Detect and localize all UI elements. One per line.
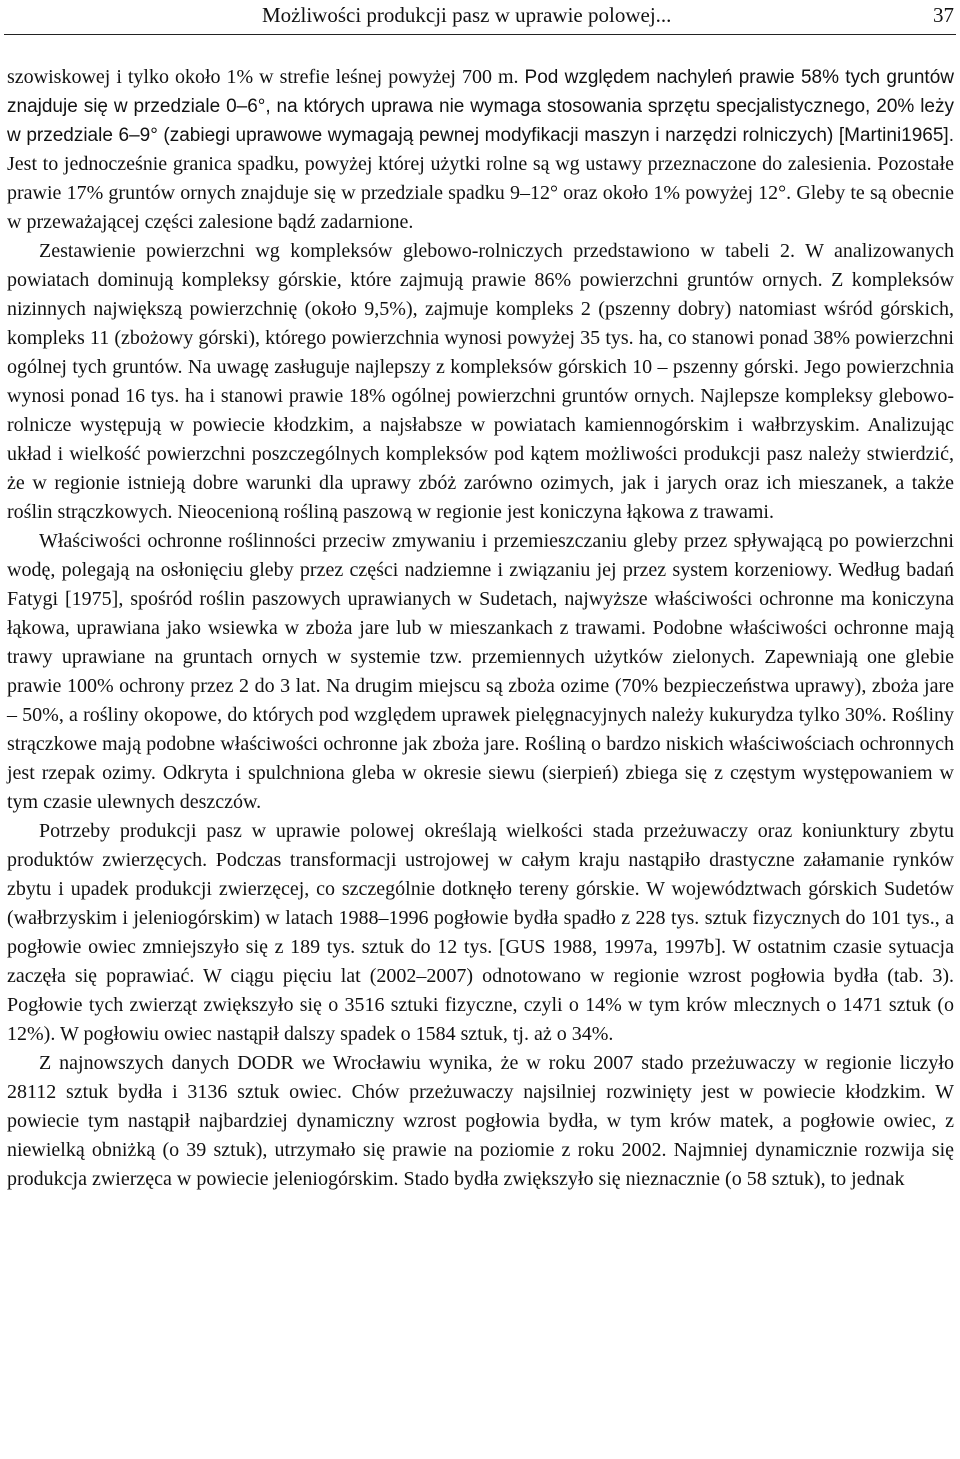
running-title: Możliwości produkcji pasz w uprawie polowej... [262, 3, 672, 27]
paragraph-terrain-slopes [7, 63, 954, 237]
running-header [0, 0, 960, 34]
header-divider [4, 34, 956, 35]
text-span: Właściwości ochronne roślinności przeciw zmywaniu i przemieszczaniu gleby przez spływającą po powierzchni wodę, polegają na osłonięciu gleby przez części nadziemne i związaniu jej przez system korzeniowy. Według badań Fatygi [1975], spośród roślin paszowych uprawianych w Sudetach, najwyższe właściwości ochronne ma koniczyna łąkowa, uprawiana jako wsiewka w zboża jare lub w mieszankach z trawami. Podobne właściwości ochronne mają trawy uprawiane na gruntach ornych w systemie tzw. przemiennych użytków zielonych. Zapewniają one glebie prawie 100% ochrony przez 2 do 3 lat. Na drugim miejscu są zboża ozime (70% bezpieczeństwa uprawy), zboża jare – 50%, a rośliny okopowe, do których pod względem uprawek pielęgnacyjnych należy kukurydza tylko 30%. Rośliny strączkowe mają podobne właściwości ochronne jak zboża jare. Rośliną o bardzo niskich właściwościach ochronnych jest rzepak ozimy. Odkryta i spulchniona gleba w okresie siewu (sierpień) zbiega się z częstym występowaniem w tym czasie ulewnych deszczów. [7, 530, 954, 813]
paragraph-protective-properties [7, 527, 954, 817]
body-text [7, 63, 954, 1194]
text-span: Zestawienie powierzchni wg kompleksów glebowo-rolniczych przedstawiono w tabeli 2. W analizowanych powiatach dominują kompleksy górskie, które zajmują prawie 86% powierzchni gruntów ornych. Z kompleksów nizinnych największą powierzchnię (około 9,5%), zajmuje kompleks 2 (pszenny dobry) natomiast wśród górskich, kompleks 11 (zbożowy górski), którego powierzchnia wynosi powyżej 35 tys. ha, co stanowi ponad 38% powierzchni ogólnej tych gruntów. Na uwagę zasługuje najlepszy z kompleksów górskich 10 – pszenny górski. Jego powierzchnia wynosi ponad 16 tys. ha i stanowi prawie 18% ogólnej powierzchni gruntów ornych. Najlepsze kompleksy glebowo-rolnicze występują w powiecie kłodzkim, a najsłabsze w powiatach kamiennogórskim i wałbrzyskim. Analizując układ i wielkość powierzchni poszczególnych kompleksów pod kątem możliwości produkcji pasz należy stwierdzić, że w regionie istnieją dobre warunki dla uprawy zbóż zarówno ozimych, jak i jarych oraz ich mieszanek, a także roślin strączkowych. Nieocenioną rośliną paszową w regionie jest koniczyna łąkowa z trawami. [7, 240, 954, 523]
text-span-sans: Pod względem nachyleń prawie 58% tych gruntów znajduje się w przedziale 0–6°, na których uprawa nie wymaga stosowania sprzętu specjalistycznego, 20% leży w przedziale 6–9° (zabiegi uprawowe wymagają pewnej modyfikacji maszyn i narzędzi rolniczych) [Martini1965]. [7, 67, 954, 146]
text-span: Jest to jednocześnie granica spadku, powyżej której użytki rolne są wg ustawy przeznaczone do zalesienia. Pozostałe prawie 17% gruntów ornych znajduje się w przedziale spadku 9–12° oraz około 1% powyżej 12°. Gleby te są obecnie w przeważającej części zalesione bądź zadarnione. [7, 153, 954, 233]
paragraph-dodr-data [7, 1049, 954, 1194]
paragraph-fodder-needs [7, 817, 954, 1049]
text-span: Potrzeby produkcji pasz w uprawie polowej określają wielkości stada przeżuwaczy oraz koniunktury zbytu produktów zwierzęcych. Podczas transformacji ustrojowej w całym kraju nastąpiło drastyczne załamanie rynków zbytu i upadek produkcji zwierzęcej, co szczególnie dotknęło tereny górskie. W województwach górskich Sudetów (wałbrzyskim i jeleniogórskim) w latach 1988–1996 pogłowie bydła spadło z 228 tys. sztuk fizycznych do 101 tys., a pogłowie owiec zmniejszyło się z 189 tys. sztuk do 12 tys. [GUS 1988, 1997a, 1997b]. W ostatnim czasie sytuacja zaczęła się poprawiać. W ciągu pięciu lat (2002–2007) odnotowano w regionie wzrost pogłowia bydła (tab. 3). Pogłowie tych zwierząt zwiększyło się o 3516 sztuki fizyczne, czyli o 14% w tym krów mlecznych o 1471 sztuk (o 12%). W pogłowiu owiec nastąpił dalszy spadek o 1584 sztuk, tj. aż o 34%. [7, 820, 954, 1045]
text-span: Z najnowszych danych DODR we Wrocławiu wynika, że w roku 2007 stado przeżuwaczy w regionie liczyło 28112 sztuk bydła i 3136 sztuk owiec. Chów przeżuwaczy najsilniej rozwinięty jest w powiecie kłodzkim. W powiecie tym nastąpił najbardziej dynamiczny wzrost pogłowia bydła, w tym krów matek, a pogłowie owiec, z niewielką obniżką (o 39 sztuk), utrzymało się prawie na poziomie z roku 2002. Najmniej dynamicznie rozwija się produkcja zwierzęca w powiecie jeleniogórskim. Stado bydła zwiększyło się nieznacznie (o 58 sztuk), to jednak [7, 1052, 954, 1190]
paragraph-soil-complexes [7, 237, 954, 527]
text-span: szowiskowej i tylko około 1% w strefie leśnej powyżej 700 m. [7, 66, 525, 88]
page-number: 37 [933, 3, 954, 27]
